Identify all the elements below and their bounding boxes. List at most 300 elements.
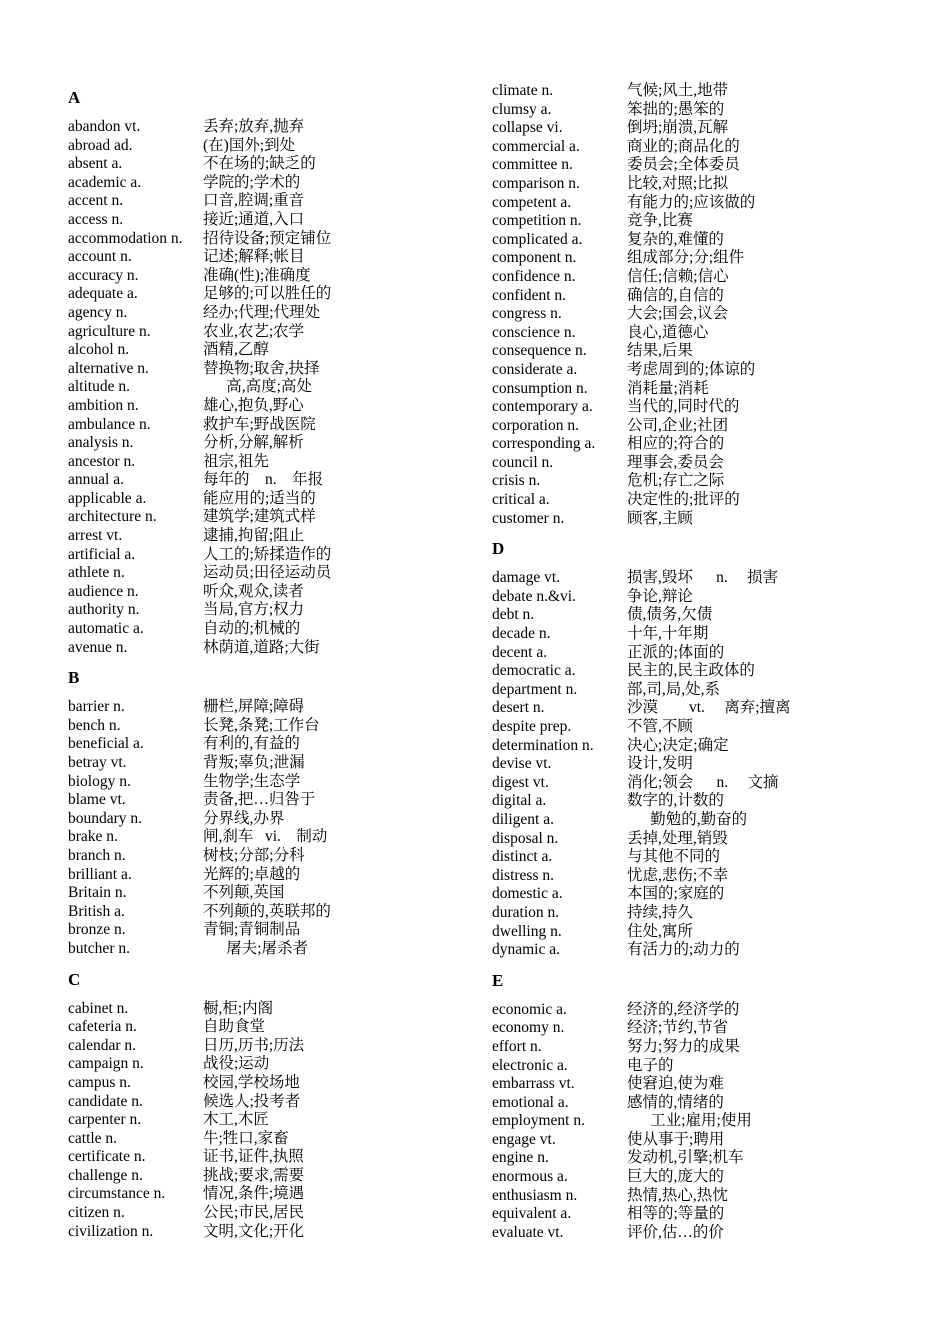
entry-word: corporation n.	[492, 416, 579, 434]
entry-meaning: 不列颠的,英联邦的	[203, 902, 331, 920]
entry-word: accuracy n.	[68, 266, 139, 284]
entry-meaning: 气候;风土,地带	[627, 82, 729, 99]
entry-meaning: 良心,道德心	[627, 323, 709, 341]
entry-meaning: 自助食堂	[203, 1018, 266, 1036]
vocab-entry	[68, 378, 468, 397]
entry-meaning: 逮捕,拘留;阻止	[203, 527, 305, 545]
entry-meaning: 决定性的;批评的	[627, 491, 740, 509]
vocab-entry	[68, 1204, 468, 1223]
entry-word: crisis n.	[492, 472, 541, 490]
entry-word: candidate n.	[68, 1092, 143, 1110]
vocab-entry	[68, 434, 468, 453]
vocab-entry	[492, 361, 912, 380]
vocab-entry	[68, 717, 468, 736]
vocab-entry	[68, 1018, 468, 1037]
entry-word: ancestor n.	[68, 452, 136, 470]
entry-meaning: 树枝;分部;分科	[203, 846, 305, 864]
entry-meaning: 自动的;机械的	[203, 620, 301, 638]
entry-meaning: 接近;通道,入口	[203, 210, 305, 228]
vocab-entry	[492, 1001, 912, 1020]
vocab-entry	[68, 847, 468, 866]
vocab-entry	[492, 644, 912, 663]
vocab-entry	[68, 884, 468, 903]
vocab-entry	[492, 681, 912, 700]
entry-word: enthusiasm n.	[492, 1186, 578, 1204]
entry-word: digest vt.	[492, 773, 549, 791]
entry-meaning: 委员会;全体委员	[627, 156, 740, 174]
vocab-entry	[492, 1224, 912, 1243]
entry-word: adequate a.	[68, 285, 138, 303]
vocab-entry	[492, 510, 912, 529]
vocab-entry	[492, 1019, 912, 1038]
vocab-entry	[492, 212, 912, 231]
entry-word: emotional a.	[492, 1093, 569, 1111]
entry-meaning: 青铜;青铜制品	[203, 921, 301, 939]
entry-meaning: 林荫道,道路;大街	[203, 638, 320, 656]
vocab-entry	[492, 606, 912, 625]
vocab-entry	[68, 248, 468, 267]
vocab-entry	[492, 1038, 912, 1057]
entry-word: analysis n.	[68, 434, 134, 452]
entry-word: automatic a.	[68, 620, 144, 638]
section-e	[492, 970, 912, 1243]
entry-word: artificial a.	[68, 545, 136, 563]
entry-word: Britain n.	[68, 884, 127, 902]
entry-meaning: 建筑学;建筑式样	[203, 508, 316, 526]
entry-meaning: 数字的,计数的	[627, 792, 724, 810]
entry-meaning: 生物学;生态学	[203, 772, 301, 790]
entry-word: agriculture n.	[68, 322, 151, 340]
entry-word: applicable a.	[68, 489, 147, 507]
entry-meaning: 巨大的,庞大的	[627, 1168, 724, 1186]
entry-word: biology n.	[68, 772, 131, 790]
entry-meaning: 当代的,同时代的	[627, 398, 740, 416]
entry-word: campaign n.	[68, 1055, 144, 1073]
vocab-entry	[68, 416, 468, 435]
vocab-entry	[492, 398, 912, 417]
vocab-entry	[492, 305, 912, 324]
right-column	[492, 82, 912, 1242]
vocab-entry	[492, 1075, 912, 1094]
vocab-entry	[492, 625, 912, 644]
vocab-entry	[68, 211, 468, 230]
entry-meaning: 校园,学校场地	[203, 1073, 300, 1091]
vocab-entry	[492, 472, 912, 491]
entry-meaning: 经办;代理;代理处	[203, 303, 321, 321]
vocab-entry	[68, 1000, 468, 1019]
entry-meaning: 挑战;要求,需要	[203, 1166, 305, 1184]
entry-word: branch n.	[68, 846, 126, 864]
entry-meaning: 沙漠 vt. 离弃;擅离	[627, 699, 791, 717]
entry-word: equivalent a.	[492, 1205, 572, 1223]
entry-word: collapse vi.	[492, 119, 563, 137]
entry-meaning: 牛;牲口,家畜	[203, 1129, 289, 1147]
entry-meaning: 结果,后果	[627, 342, 693, 360]
entry-word: alternative n.	[68, 359, 149, 377]
vocab-entry	[68, 285, 468, 304]
vocab-entry	[492, 249, 912, 268]
entry-meaning: 公民;市民,居民	[203, 1204, 305, 1222]
entry-meaning: 不列颠,英国	[203, 884, 285, 902]
entry-meaning: 丢弃;放弃,抛弃	[203, 118, 305, 135]
vocab-entry	[492, 287, 912, 306]
entry-word: cattle n.	[68, 1129, 118, 1147]
vocab-entry	[492, 1149, 912, 1168]
entry-word: boundary n.	[68, 809, 143, 827]
vocab-entry	[492, 848, 912, 867]
entry-word: diligent a.	[492, 810, 554, 828]
vocab-entry	[492, 830, 912, 849]
vocab-entry	[68, 1074, 468, 1093]
vocab-entry	[68, 508, 468, 527]
entry-meaning: 持续,持久	[627, 903, 693, 921]
vocab-entry	[68, 564, 468, 583]
entry-meaning: 记述;解释;帐目	[203, 248, 305, 266]
entry-meaning: 经济的,经济学的	[627, 1000, 740, 1018]
entry-meaning: 丢掉,处理,销毁	[627, 829, 728, 847]
vocab-entry	[68, 754, 468, 773]
entry-meaning: 高,高度;高处	[203, 378, 312, 396]
vocab-entry	[492, 491, 912, 510]
vocab-entry	[68, 527, 468, 546]
section-continued	[492, 82, 912, 528]
entry-word: competition n.	[492, 212, 582, 230]
entry-meaning: 不管,不顾	[627, 718, 693, 735]
vocab-entry	[492, 417, 912, 436]
entry-meaning: 竞争,比赛	[627, 212, 693, 230]
vocab-entry	[68, 828, 468, 847]
vocab-entry	[492, 867, 912, 886]
entry-word: agency n.	[68, 303, 128, 321]
entry-word: electronic a.	[492, 1056, 568, 1074]
entry-meaning: 消耗量;消耗	[627, 379, 709, 397]
entry-word: cabinet n.	[68, 999, 129, 1017]
entry-meaning: (在)国外;到处	[203, 136, 296, 154]
entry-word: disposal n.	[492, 829, 559, 847]
entry-meaning: 替换物;取舍,抉择	[203, 359, 320, 377]
vocab-entry	[68, 639, 468, 658]
entry-meaning: 复杂的,难懂的	[627, 230, 724, 248]
section-letter: E	[492, 970, 504, 990]
entry-meaning: 决心;决定;确定	[627, 736, 729, 754]
entry-word: consumption n.	[492, 379, 588, 397]
entry-word: ambulance n.	[68, 415, 151, 433]
vocab-entry	[68, 174, 468, 193]
vocab-entry	[68, 791, 468, 810]
entry-word: distinct a.	[492, 848, 553, 866]
entry-meaning: 有能力的;应该做的	[627, 193, 756, 211]
vocab-entry	[68, 620, 468, 639]
section-b	[68, 667, 468, 958]
entry-meaning: 情况,条件;境遇	[203, 1185, 305, 1203]
entry-word: barrier n.	[68, 698, 125, 716]
entry-meaning: 日历,历书;历法	[203, 1036, 305, 1054]
entry-meaning: 本国的;家庭的	[627, 885, 725, 903]
entry-word: carpenter n.	[68, 1111, 142, 1129]
entry-meaning: 笨拙的;愚笨的	[627, 100, 725, 118]
entry-word: engine n.	[492, 1149, 549, 1167]
vocab-entry	[68, 1037, 468, 1056]
entry-word: committee n.	[492, 156, 573, 174]
vocab-entry	[68, 360, 468, 379]
entry-meaning: 分界线,办界	[203, 809, 285, 827]
entry-meaning: 准确(性);准确度	[203, 266, 311, 284]
entry-meaning: 橱,柜;内阁	[203, 999, 274, 1017]
entry-meaning: 努力;努力的成果	[627, 1037, 740, 1055]
vocab-entry	[68, 698, 468, 717]
entry-word: customer n.	[492, 509, 565, 527]
entry-word: blame vt.	[68, 791, 126, 809]
entry-meaning: 大会;国会,议会	[627, 305, 729, 323]
entry-meaning: 发动机,引擎;机车	[627, 1149, 744, 1167]
entry-meaning: 危机;存亡之际	[627, 472, 725, 490]
vocab-entry	[492, 324, 912, 343]
vocab-entry	[492, 569, 912, 588]
entry-word: decent a.	[492, 643, 548, 661]
entry-word: council n.	[492, 453, 554, 471]
vocab-entry	[68, 773, 468, 792]
entry-word: brilliant a.	[68, 865, 132, 883]
vocab-entry	[492, 82, 912, 101]
vocab-entry	[492, 774, 912, 793]
entry-word: challenge n.	[68, 1166, 143, 1184]
entry-meaning: 人工的;矫揉造作的	[203, 545, 332, 563]
entry-word: decade n.	[492, 625, 551, 643]
entry-meaning: 与其他不同的	[627, 848, 721, 866]
vocab-entry	[492, 1168, 912, 1187]
entry-meaning: 设计,发明	[627, 755, 693, 773]
vocab-entry	[68, 1223, 468, 1242]
entry-meaning: 祖宗,祖先	[203, 452, 269, 470]
entry-meaning: 使窘迫,使为难	[627, 1075, 724, 1093]
entry-word: enormous a.	[492, 1168, 568, 1186]
vocab-entry	[68, 192, 468, 211]
vocab-entry	[68, 546, 468, 565]
entry-meaning: 部,司,局,处,系	[627, 680, 721, 698]
vocab-entry	[68, 1185, 468, 1204]
vocab-entry	[492, 380, 912, 399]
entry-word: debate n.&vi.	[492, 587, 576, 605]
entry-word: betray vt.	[68, 754, 127, 771]
section-c	[68, 969, 468, 1242]
entry-word: embarrass vt.	[492, 1075, 575, 1093]
vocab-entry	[68, 1093, 468, 1112]
vocab-entry	[492, 175, 912, 194]
vocab-entry	[492, 1057, 912, 1076]
entry-word: effort n.	[492, 1037, 542, 1055]
entry-meaning: 分析,分解,解析	[203, 434, 304, 452]
entry-word: citizen n.	[68, 1204, 125, 1222]
entry-word: economy n.	[492, 1019, 565, 1037]
vocab-entry	[68, 810, 468, 829]
entry-meaning: 有利的,有益的	[203, 735, 300, 753]
entry-word: clumsy a.	[492, 100, 552, 118]
entry-meaning: 确信的,自信的	[627, 286, 724, 304]
entry-word: engage vt.	[492, 1130, 556, 1148]
vocab-entry	[492, 588, 912, 607]
entry-word: civilization n.	[68, 1222, 154, 1240]
vocab-entry	[68, 155, 468, 174]
left-column	[68, 82, 468, 1241]
vocab-entry	[492, 885, 912, 904]
vocab-entry	[492, 662, 912, 681]
entry-meaning: 比较,对照;比拟	[627, 174, 729, 192]
vocab-entry	[68, 583, 468, 602]
entry-meaning: 倒坍;崩溃,瓦解	[627, 119, 729, 137]
entry-word: alcohol n.	[68, 341, 130, 359]
entry-meaning: 招待设备;预定铺位	[203, 229, 332, 247]
entry-meaning: 证书,证件,执照	[203, 1148, 304, 1166]
entry-meaning: 文明,文化;开化	[203, 1222, 305, 1240]
entry-word: academic a.	[68, 173, 142, 191]
entry-meaning: 农业,农艺;农学	[203, 322, 305, 340]
entry-word: beneficial a.	[68, 735, 144, 753]
entry-word: commercial a.	[492, 137, 580, 155]
entry-word: circumstance n.	[68, 1185, 166, 1203]
entry-word: damage vt.	[492, 569, 561, 587]
entry-meaning: 屠夫;屠杀者	[203, 939, 309, 957]
vocab-entry	[68, 866, 468, 885]
section-d	[492, 538, 912, 959]
entry-word: dwelling n.	[492, 922, 562, 940]
entry-meaning: 电子的	[627, 1056, 674, 1074]
entry-word: authority n.	[68, 601, 140, 619]
entry-word: confidence n.	[492, 267, 576, 285]
entry-meaning: 相应的;符合的	[627, 435, 725, 453]
entry-meaning: 热情,热心,热忱	[627, 1186, 728, 1204]
vocab-entry	[492, 194, 912, 213]
vocab-entry	[492, 755, 912, 774]
vocab-entry	[492, 1094, 912, 1113]
entry-word: evaluate vt.	[492, 1223, 564, 1241]
entry-meaning: 每年的 n. 年报	[203, 471, 324, 489]
entry-meaning: 救护车;野战医院	[203, 415, 316, 433]
vocab-entry	[68, 921, 468, 940]
entry-meaning: 顾客,主顾	[627, 509, 693, 527]
entry-word: corresponding a.	[492, 435, 596, 453]
entry-word: calendar n.	[68, 1036, 136, 1054]
entry-word: complicated a.	[492, 230, 583, 248]
entry-word: economic a.	[492, 1000, 567, 1018]
vocab-entry	[68, 1167, 468, 1186]
entry-word: critical a.	[492, 491, 550, 509]
entry-meaning: 损害,毁坏 n. 损害	[627, 569, 779, 587]
entry-word: climate n.	[492, 82, 554, 99]
entry-word: devise vt.	[492, 755, 552, 773]
entry-word: audience n.	[68, 582, 139, 600]
entry-word: conscience n.	[492, 323, 576, 341]
entry-word: department n.	[492, 680, 578, 698]
entry-meaning: 债,债务,欠债	[627, 606, 713, 624]
vocab-entry	[492, 1187, 912, 1206]
entry-meaning: 忧虑,悲伤;不幸	[627, 866, 729, 884]
vocab-entry	[68, 341, 468, 360]
vocab-entry	[68, 137, 468, 156]
entry-meaning: 十年,十年期	[627, 625, 709, 643]
entry-word: accommodation n.	[68, 229, 183, 247]
vocab-entry	[492, 231, 912, 250]
entry-word: dynamic a.	[492, 941, 561, 959]
entry-word: determination n.	[492, 736, 594, 754]
entry-meaning: 使从事于;聘用	[627, 1130, 725, 1148]
entry-word: accent n.	[68, 192, 124, 210]
entry-meaning: 工业;雇用;使用	[627, 1112, 752, 1130]
entry-meaning: 不在场的;缺乏的	[203, 155, 316, 173]
vocab-entry	[492, 342, 912, 361]
vocab-entry	[68, 118, 468, 137]
entry-meaning: 商业的;商品化的	[627, 137, 740, 155]
entry-meaning: 公司,企业;社团	[627, 416, 729, 434]
vocab-entry	[68, 903, 468, 922]
entry-word: considerate a.	[492, 360, 578, 378]
entry-word: confident n.	[492, 286, 567, 304]
entry-meaning: 口音,腔调;重音	[203, 192, 305, 210]
entry-word: desert n.	[492, 699, 545, 717]
vocab-entry	[492, 268, 912, 287]
vocab-entry	[492, 737, 912, 756]
entry-word: certificate n.	[68, 1148, 146, 1166]
entry-meaning: 理事会,委员会	[627, 453, 724, 471]
entry-word: democratic a.	[492, 662, 576, 680]
entry-word: ambition n.	[68, 396, 139, 414]
vocab-entry	[68, 471, 468, 490]
entry-meaning: 民主的,民主政体的	[627, 662, 755, 680]
vocab-entry	[492, 718, 912, 737]
section-letter: C	[68, 969, 81, 989]
vocab-entry	[492, 1112, 912, 1131]
vocab-entry	[492, 904, 912, 923]
entry-word: digital a.	[492, 792, 547, 810]
entry-meaning: 战役;运动	[203, 1055, 270, 1073]
section-letter: B	[68, 668, 80, 688]
entry-meaning: 学院的;学术的	[203, 173, 301, 191]
entry-meaning: 酒精,乙醇	[203, 341, 269, 359]
vocab-entry	[68, 230, 468, 249]
entry-word: avenue n.	[68, 638, 128, 656]
entry-word: comparison n.	[492, 174, 580, 192]
entry-word: bench n.	[68, 716, 121, 734]
entry-word: employment n.	[492, 1112, 585, 1130]
vocab-entry	[492, 138, 912, 157]
vocab-entry	[492, 1205, 912, 1224]
vocab-entry	[68, 323, 468, 342]
entry-meaning: 运动员;田径运动员	[203, 564, 332, 582]
vocab-entry	[492, 699, 912, 718]
entry-word: British a.	[68, 902, 125, 920]
entry-meaning: 光辉的;卓越的	[203, 865, 301, 883]
vocab-entry	[68, 453, 468, 472]
entry-meaning: 栅栏,屏障;障碍	[203, 698, 305, 716]
vocab-entry	[68, 1130, 468, 1149]
vocab-entry	[68, 735, 468, 754]
entry-word: arrest vt.	[68, 527, 123, 545]
entry-word: debt n.	[492, 606, 535, 624]
entry-meaning: 勤勉的,勤奋的	[627, 810, 748, 828]
entry-meaning: 住处,寓所	[627, 922, 693, 940]
entry-word: butcher n.	[68, 939, 130, 957]
entry-word: athlete n.	[68, 564, 125, 582]
entry-meaning: 雄心,抱负,野心	[203, 396, 304, 414]
entry-word: distress n.	[492, 866, 554, 884]
vocab-entry	[68, 940, 468, 959]
entry-meaning: 候选人;投考者	[203, 1092, 301, 1110]
vocab-entry	[492, 454, 912, 473]
entry-meaning: 经济;节约,节省	[627, 1019, 729, 1037]
entry-meaning: 责备,把…归咎于	[203, 791, 316, 809]
entry-meaning: 有活力的;动力的	[627, 941, 740, 959]
vocab-entry	[492, 792, 912, 811]
entry-meaning: 能应用的;适当的	[203, 489, 316, 507]
